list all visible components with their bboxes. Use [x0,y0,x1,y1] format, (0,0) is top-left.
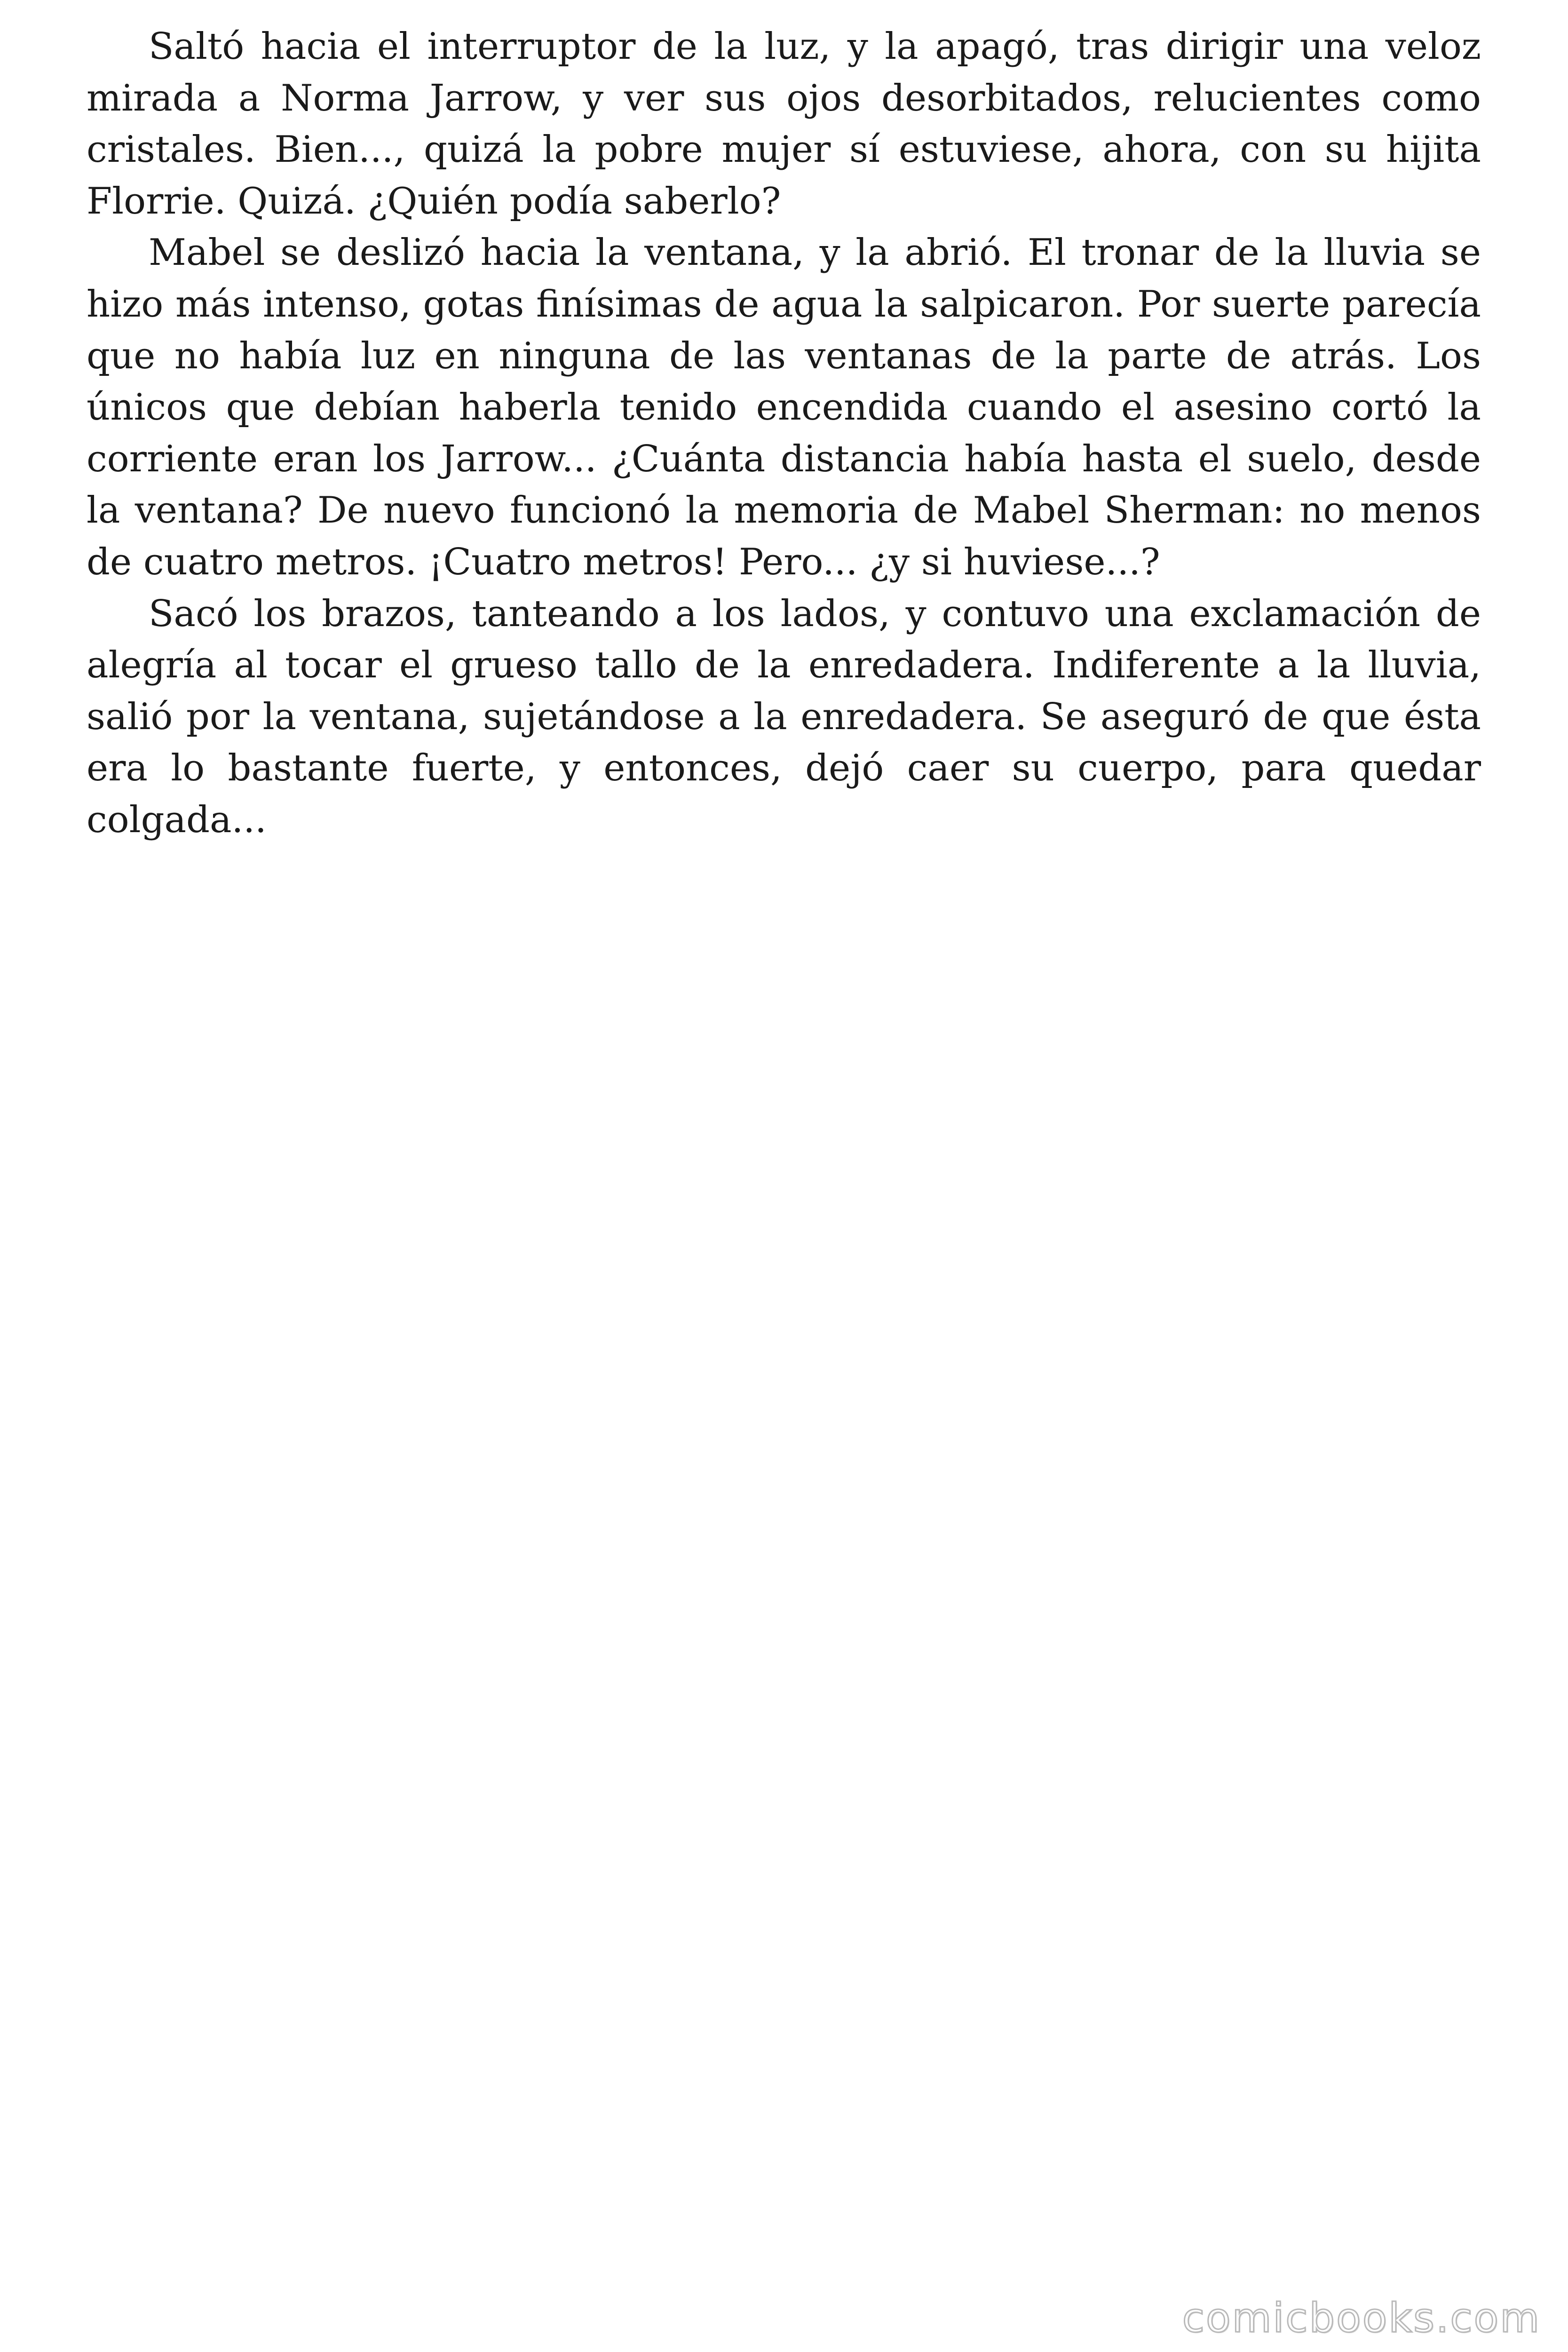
body-text [87,21,1481,846]
paragraph: Sacó los brazos, tanteando a los lados, y contuvo una exclamación de alegría al tocar el grueso tallo de la enredadera. Indiferente a la lluvia, salió por la ventana, sujetándose a la enredadera. Se aseguró de que ésta era lo bastante fuerte, y entonces, dejó caer su cuerpo, para quedar colgada... [87,592,1481,841]
paragraph: Saltó hacia el interruptor de la luz, y la apagó, tras dirigir una veloz mirada a Norma Jarrow, y ver sus ojos desorbitados, relucientes como cristales. Bien..., quizá la pobre mujer sí estuviese, ahora, con su hijita Florrie. Quizá. ¿Quién podía saberlo? [87,25,1481,222]
watermark: comicbooks.com [1182,2295,1541,2342]
paragraph: Mabel se deslizó hacia la ventana, y la abrió. El tronar de la lluvia se hizo más intenso, gotas finísimas de agua la salpicaron. Por suerte parecía que no había luz en ninguna de las ventanas de la parte de atrás. Los únicos que debían haberla tenido encendida cuando el asesino cortó la corriente eran los Jarrow... ¿Cuánta distancia había hasta el suelo, desde la ventana? De nuevo funcionó la memoria de Mabel Sherman: no menos de cuatro metros. ¡Cuatro metros! Pero... ¿y si huviese...? [87,231,1481,583]
